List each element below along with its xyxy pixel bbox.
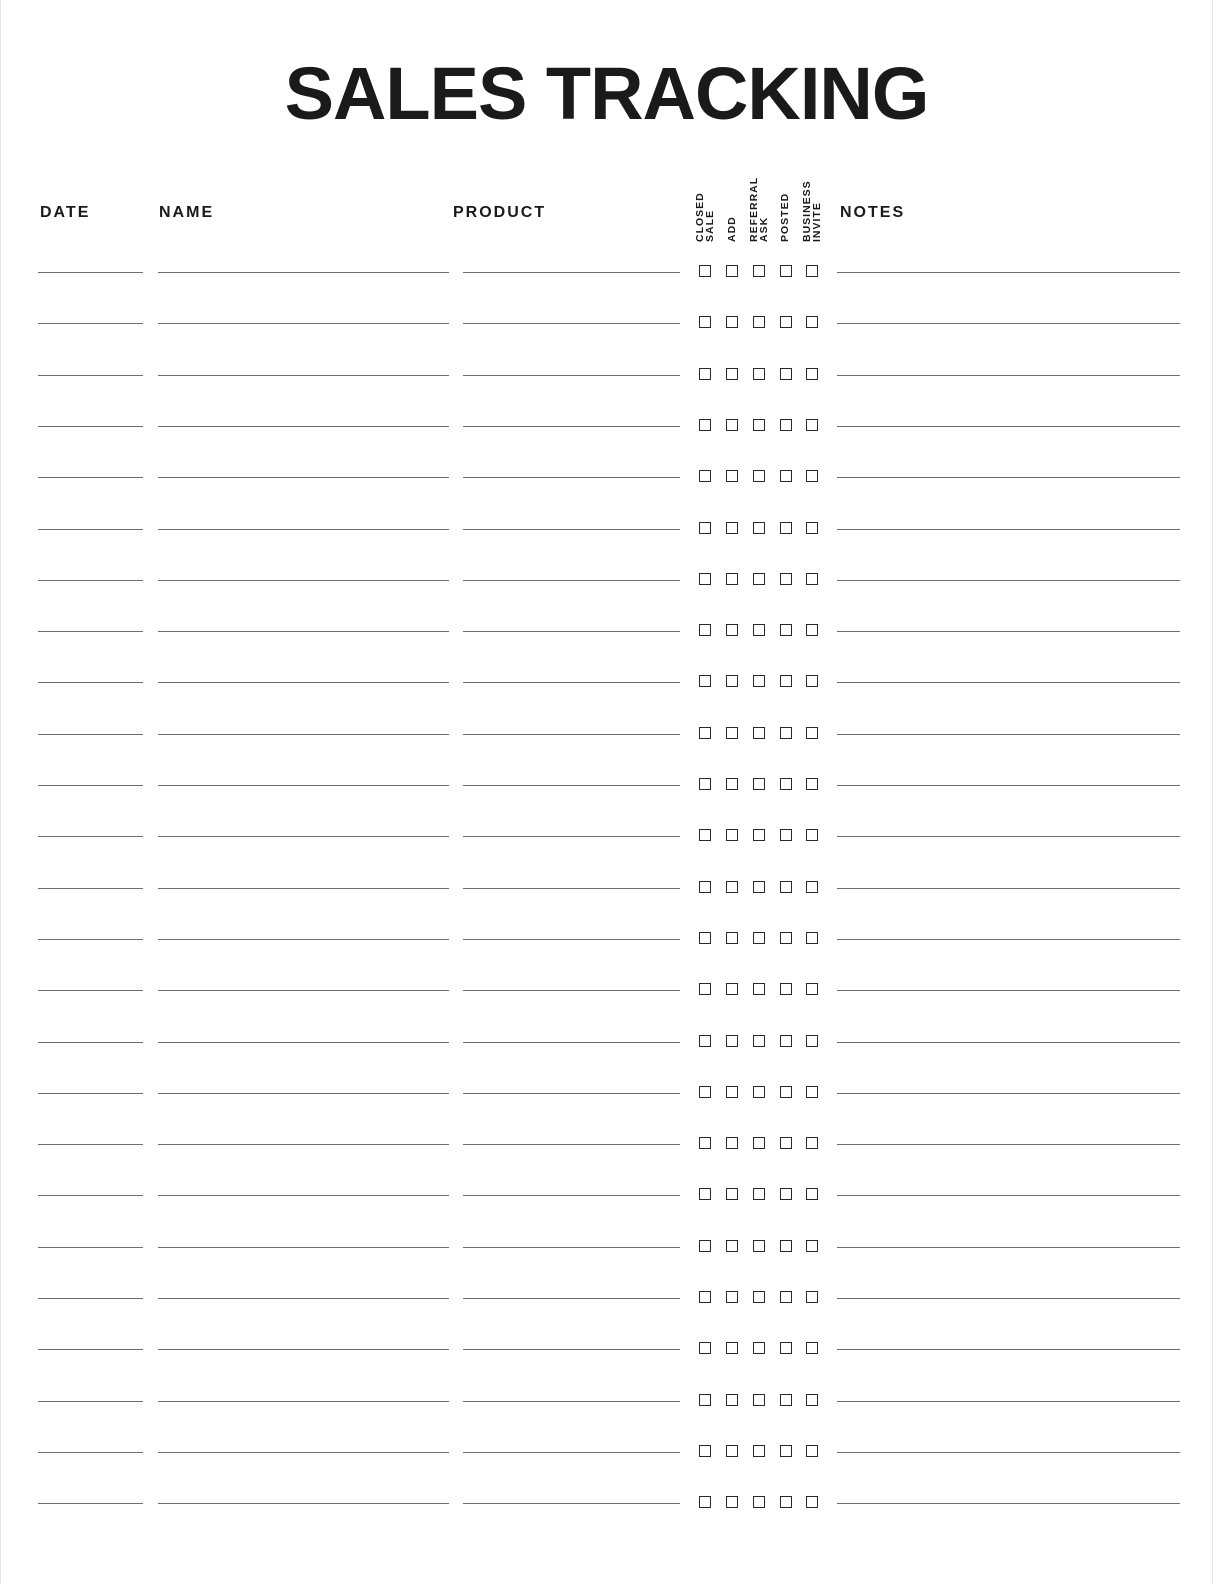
- business-invite-checkbox[interactable]: [806, 829, 818, 841]
- header-line: CLOSED: [694, 192, 706, 242]
- name-line[interactable]: [158, 477, 449, 478]
- referral-ask-checkbox[interactable]: [753, 368, 765, 380]
- product-line[interactable]: [463, 477, 680, 478]
- business-invite-checkbox[interactable]: [806, 778, 818, 790]
- name-line[interactable]: [158, 1144, 449, 1145]
- business-invite-checkbox[interactable]: [806, 368, 818, 380]
- notes-line[interactable]: [837, 426, 1180, 427]
- product-line[interactable]: [463, 375, 680, 376]
- name-line[interactable]: [158, 323, 449, 324]
- name-line[interactable]: [158, 1349, 449, 1350]
- referral-ask-checkbox[interactable]: [753, 829, 765, 841]
- notes-line[interactable]: [837, 734, 1180, 735]
- posted-checkbox[interactable]: [780, 881, 792, 893]
- date-line[interactable]: [38, 1144, 143, 1145]
- name-line[interactable]: [158, 990, 449, 991]
- product-line[interactable]: [463, 631, 680, 632]
- column-header-closed-sale: [693, 170, 717, 242]
- name-line[interactable]: [158, 529, 449, 530]
- referral-ask-checkbox[interactable]: [753, 881, 765, 893]
- product-line[interactable]: [463, 1195, 680, 1196]
- closed-sale-checkbox[interactable]: [699, 419, 711, 431]
- name-line[interactable]: [158, 939, 449, 940]
- notes-line[interactable]: [837, 785, 1180, 786]
- name-line[interactable]: [158, 272, 449, 273]
- business-invite-checkbox[interactable]: [806, 1086, 818, 1098]
- table-row: [0, 1423, 1213, 1453]
- column-header-notes: NOTES: [840, 204, 906, 221]
- notes-line[interactable]: [837, 939, 1180, 940]
- referral-ask-checkbox[interactable]: [753, 573, 765, 585]
- table-row: [0, 1064, 1213, 1094]
- referral-ask-checkbox[interactable]: [753, 1291, 765, 1303]
- notes-line[interactable]: [837, 323, 1180, 324]
- referral-ask-checkbox[interactable]: [753, 316, 765, 328]
- table-row: [0, 1218, 1213, 1248]
- closed-sale-checkbox[interactable]: [699, 1137, 711, 1149]
- table-row: [0, 397, 1213, 427]
- name-line[interactable]: [158, 1093, 449, 1094]
- date-line[interactable]: [38, 1093, 143, 1094]
- add-checkbox[interactable]: [726, 522, 738, 534]
- table-row: [0, 1474, 1213, 1504]
- add-checkbox[interactable]: [726, 675, 738, 687]
- name-line[interactable]: [158, 836, 449, 837]
- notes-line[interactable]: [837, 529, 1180, 530]
- business-invite-checkbox[interactable]: [806, 419, 818, 431]
- posted-checkbox[interactable]: [780, 829, 792, 841]
- add-checkbox[interactable]: [726, 1137, 738, 1149]
- product-line[interactable]: [463, 939, 680, 940]
- date-line[interactable]: [38, 939, 143, 940]
- column-header-add: [720, 170, 744, 242]
- posted-checkbox[interactable]: [780, 1137, 792, 1149]
- business-invite-checkbox[interactable]: [806, 1445, 818, 1457]
- closed-sale-checkbox[interactable]: [699, 624, 711, 636]
- posted-checkbox[interactable]: [780, 316, 792, 328]
- closed-sale-checkbox[interactable]: [699, 470, 711, 482]
- posted-checkbox[interactable]: [780, 1394, 792, 1406]
- closed-sale-checkbox[interactable]: [699, 368, 711, 380]
- date-line[interactable]: [38, 1298, 143, 1299]
- notes-line[interactable]: [837, 1144, 1180, 1145]
- posted-checkbox[interactable]: [780, 1086, 792, 1098]
- referral-ask-checkbox[interactable]: [753, 419, 765, 431]
- business-invite-checkbox[interactable]: [806, 522, 818, 534]
- notes-line[interactable]: [837, 1349, 1180, 1350]
- product-line[interactable]: [463, 1298, 680, 1299]
- header-line: REFERRAL: [748, 176, 760, 242]
- closed-sale-checkbox[interactable]: [699, 1240, 711, 1252]
- product-line[interactable]: [463, 785, 680, 786]
- closed-sale-checkbox[interactable]: [699, 1445, 711, 1457]
- add-checkbox[interactable]: [726, 316, 738, 328]
- name-line[interactable]: [158, 682, 449, 683]
- referral-ask-checkbox[interactable]: [753, 778, 765, 790]
- referral-ask-checkbox[interactable]: [753, 1394, 765, 1406]
- name-line[interactable]: [158, 631, 449, 632]
- closed-sale-checkbox[interactable]: [699, 932, 711, 944]
- posted-checkbox[interactable]: [780, 675, 792, 687]
- product-line[interactable]: [463, 990, 680, 991]
- add-checkbox[interactable]: [726, 983, 738, 995]
- notes-line[interactable]: [837, 888, 1180, 889]
- posted-checkbox[interactable]: [780, 727, 792, 739]
- notes-line[interactable]: [837, 631, 1180, 632]
- posted-checkbox[interactable]: [780, 1342, 792, 1354]
- add-checkbox[interactable]: [726, 829, 738, 841]
- posted-checkbox[interactable]: [780, 368, 792, 380]
- name-line[interactable]: [158, 1503, 449, 1504]
- business-invite-checkbox[interactable]: [806, 265, 818, 277]
- date-line[interactable]: [38, 990, 143, 991]
- business-invite-checkbox[interactable]: [806, 573, 818, 585]
- notes-line[interactable]: [837, 1401, 1180, 1402]
- posted-checkbox[interactable]: [780, 419, 792, 431]
- notes-line[interactable]: [837, 1042, 1180, 1043]
- table-row: [0, 243, 1213, 273]
- referral-ask-checkbox[interactable]: [753, 265, 765, 277]
- name-line[interactable]: [158, 1195, 449, 1196]
- name-line[interactable]: [158, 785, 449, 786]
- product-line[interactable]: [463, 888, 680, 889]
- date-line[interactable]: [38, 1401, 143, 1402]
- product-line[interactable]: [463, 1042, 680, 1043]
- closed-sale-checkbox[interactable]: [699, 1496, 711, 1508]
- name-line[interactable]: [158, 580, 449, 581]
- posted-checkbox[interactable]: [780, 522, 792, 534]
- add-checkbox[interactable]: [726, 368, 738, 380]
- date-line[interactable]: [38, 785, 143, 786]
- product-line[interactable]: [463, 426, 680, 427]
- table-row: [0, 448, 1213, 478]
- notes-line[interactable]: [837, 1503, 1180, 1504]
- referral-ask-checkbox[interactable]: [753, 1445, 765, 1457]
- notes-line[interactable]: [837, 836, 1180, 837]
- business-invite-checkbox[interactable]: [806, 316, 818, 328]
- posted-checkbox[interactable]: [780, 1291, 792, 1303]
- business-invite-checkbox[interactable]: [806, 983, 818, 995]
- notes-line[interactable]: [837, 375, 1180, 376]
- notes-line[interactable]: [837, 477, 1180, 478]
- header-line: SALE: [704, 209, 716, 242]
- referral-ask-checkbox[interactable]: [753, 1035, 765, 1047]
- notes-line[interactable]: [837, 1195, 1180, 1196]
- name-line[interactable]: [158, 375, 449, 376]
- date-line[interactable]: [38, 529, 143, 530]
- product-line[interactable]: [463, 1144, 680, 1145]
- column-header-business-invite: [800, 170, 824, 242]
- posted-checkbox[interactable]: [780, 778, 792, 790]
- add-checkbox[interactable]: [726, 624, 738, 636]
- referral-ask-checkbox[interactable]: [753, 1342, 765, 1354]
- date-line[interactable]: [38, 580, 143, 581]
- posted-checkbox[interactable]: [780, 1240, 792, 1252]
- closed-sale-checkbox[interactable]: [699, 829, 711, 841]
- table-row: [0, 1115, 1213, 1145]
- referral-ask-checkbox[interactable]: [753, 1240, 765, 1252]
- table-row: [0, 961, 1213, 991]
- referral-ask-checkbox[interactable]: [753, 932, 765, 944]
- closed-sale-checkbox[interactable]: [699, 1291, 711, 1303]
- closed-sale-checkbox[interactable]: [699, 1035, 711, 1047]
- date-line[interactable]: [38, 1503, 143, 1504]
- name-line[interactable]: [158, 1042, 449, 1043]
- business-invite-checkbox[interactable]: [806, 1240, 818, 1252]
- header-line: ASK: [758, 216, 770, 242]
- date-line[interactable]: [38, 426, 143, 427]
- date-line[interactable]: [38, 1195, 143, 1196]
- table-row: [0, 1320, 1213, 1350]
- closed-sale-checkbox[interactable]: [699, 778, 711, 790]
- product-line[interactable]: [463, 682, 680, 683]
- column-header-date: DATE: [40, 204, 91, 221]
- notes-line[interactable]: [837, 1093, 1180, 1094]
- posted-checkbox[interactable]: [780, 1035, 792, 1047]
- closed-sale-checkbox[interactable]: [699, 1188, 711, 1200]
- product-line[interactable]: [463, 1401, 680, 1402]
- product-line[interactable]: [463, 1452, 680, 1453]
- notes-line[interactable]: [837, 990, 1180, 991]
- name-line[interactable]: [158, 1401, 449, 1402]
- notes-line[interactable]: [837, 1247, 1180, 1248]
- product-line[interactable]: [463, 1349, 680, 1350]
- add-checkbox[interactable]: [726, 419, 738, 431]
- table-row: [0, 346, 1213, 376]
- table-row: [0, 1372, 1213, 1402]
- date-line[interactable]: [38, 682, 143, 683]
- add-checkbox[interactable]: [726, 1035, 738, 1047]
- header-line: INVITE: [811, 202, 823, 242]
- product-line[interactable]: [463, 1247, 680, 1248]
- add-checkbox[interactable]: [726, 1342, 738, 1354]
- business-invite-checkbox[interactable]: [806, 675, 818, 687]
- closed-sale-checkbox[interactable]: [699, 316, 711, 328]
- column-header-posted: [773, 170, 797, 242]
- product-line[interactable]: [463, 580, 680, 581]
- name-line[interactable]: [158, 1247, 449, 1248]
- posted-checkbox[interactable]: [780, 1188, 792, 1200]
- business-invite-checkbox[interactable]: [806, 881, 818, 893]
- table-row: [0, 1269, 1213, 1299]
- product-line[interactable]: [463, 1503, 680, 1504]
- date-line[interactable]: [38, 1349, 143, 1350]
- business-invite-checkbox[interactable]: [806, 1496, 818, 1508]
- closed-sale-checkbox[interactable]: [699, 983, 711, 995]
- date-line[interactable]: [38, 375, 143, 376]
- business-invite-checkbox[interactable]: [806, 727, 818, 739]
- date-line[interactable]: [38, 1042, 143, 1043]
- add-checkbox[interactable]: [726, 1188, 738, 1200]
- notes-line[interactable]: [837, 1298, 1180, 1299]
- date-line[interactable]: [38, 272, 143, 273]
- product-line[interactable]: [463, 836, 680, 837]
- date-line[interactable]: [38, 836, 143, 837]
- name-line[interactable]: [158, 1452, 449, 1453]
- add-checkbox[interactable]: [726, 470, 738, 482]
- date-line[interactable]: [38, 477, 143, 478]
- posted-checkbox[interactable]: [780, 573, 792, 585]
- referral-ask-checkbox[interactable]: [753, 624, 765, 636]
- date-line[interactable]: [38, 323, 143, 324]
- posted-checkbox[interactable]: [780, 470, 792, 482]
- add-checkbox[interactable]: [726, 1445, 738, 1457]
- referral-ask-checkbox[interactable]: [753, 1496, 765, 1508]
- product-line[interactable]: [463, 1093, 680, 1094]
- referral-ask-checkbox[interactable]: [753, 1086, 765, 1098]
- posted-checkbox[interactable]: [780, 265, 792, 277]
- product-line[interactable]: [463, 323, 680, 324]
- column-header-referral-ask: [747, 170, 771, 242]
- product-line[interactable]: [463, 529, 680, 530]
- closed-sale-checkbox[interactable]: [699, 573, 711, 585]
- name-line[interactable]: [158, 1298, 449, 1299]
- add-checkbox[interactable]: [726, 1086, 738, 1098]
- add-checkbox[interactable]: [726, 778, 738, 790]
- posted-checkbox[interactable]: [780, 983, 792, 995]
- notes-line[interactable]: [837, 682, 1180, 683]
- table-row: [0, 705, 1213, 735]
- referral-ask-checkbox[interactable]: [753, 1188, 765, 1200]
- business-invite-checkbox[interactable]: [806, 1291, 818, 1303]
- table-row: [0, 500, 1213, 530]
- notes-line[interactable]: [837, 1452, 1180, 1453]
- closed-sale-checkbox[interactable]: [699, 265, 711, 277]
- table-row: [0, 602, 1213, 632]
- posted-checkbox[interactable]: [780, 1496, 792, 1508]
- closed-sale-checkbox[interactable]: [699, 1086, 711, 1098]
- add-checkbox[interactable]: [726, 573, 738, 585]
- date-line[interactable]: [38, 734, 143, 735]
- business-invite-checkbox[interactable]: [806, 1035, 818, 1047]
- table-row: [0, 859, 1213, 889]
- page-title: SALES TRACKING: [284, 52, 929, 135]
- posted-checkbox[interactable]: [780, 932, 792, 944]
- referral-ask-checkbox[interactable]: [753, 675, 765, 687]
- notes-line[interactable]: [837, 580, 1180, 581]
- column-header-product: PRODUCT: [453, 204, 547, 221]
- referral-ask-checkbox[interactable]: [753, 522, 765, 534]
- add-checkbox[interactable]: [726, 932, 738, 944]
- date-line[interactable]: [38, 888, 143, 889]
- posted-checkbox[interactable]: [780, 624, 792, 636]
- header-line: POSTED: [779, 192, 791, 242]
- column-header-name: NAME: [159, 204, 215, 221]
- name-line[interactable]: [158, 426, 449, 427]
- add-checkbox[interactable]: [726, 1394, 738, 1406]
- referral-ask-checkbox[interactable]: [753, 470, 765, 482]
- add-checkbox[interactable]: [726, 1291, 738, 1303]
- add-checkbox[interactable]: [726, 1496, 738, 1508]
- closed-sale-checkbox[interactable]: [699, 881, 711, 893]
- table-row: [0, 910, 1213, 940]
- add-checkbox[interactable]: [726, 727, 738, 739]
- table-row: [0, 294, 1213, 324]
- closed-sale-checkbox[interactable]: [699, 727, 711, 739]
- name-line[interactable]: [158, 888, 449, 889]
- referral-ask-checkbox[interactable]: [753, 727, 765, 739]
- table-row: [0, 653, 1213, 683]
- referral-ask-checkbox[interactable]: [753, 983, 765, 995]
- product-line[interactable]: [463, 734, 680, 735]
- table-row: [0, 756, 1213, 786]
- business-invite-checkbox[interactable]: [806, 932, 818, 944]
- table-row: [0, 1013, 1213, 1043]
- add-checkbox[interactable]: [726, 881, 738, 893]
- business-invite-checkbox[interactable]: [806, 1137, 818, 1149]
- business-invite-checkbox[interactable]: [806, 1188, 818, 1200]
- header-line: BUSINESS: [801, 180, 813, 242]
- posted-checkbox[interactable]: [780, 1445, 792, 1457]
- business-invite-checkbox[interactable]: [806, 1394, 818, 1406]
- closed-sale-checkbox[interactable]: [699, 1394, 711, 1406]
- add-checkbox[interactable]: [726, 265, 738, 277]
- business-invite-checkbox[interactable]: [806, 1342, 818, 1354]
- referral-ask-checkbox[interactable]: [753, 1137, 765, 1149]
- table-row: [0, 1166, 1213, 1196]
- table-row: [0, 807, 1213, 837]
- notes-line[interactable]: [837, 272, 1180, 273]
- closed-sale-checkbox[interactable]: [699, 522, 711, 534]
- business-invite-checkbox[interactable]: [806, 624, 818, 636]
- closed-sale-checkbox[interactable]: [699, 675, 711, 687]
- business-invite-checkbox[interactable]: [806, 470, 818, 482]
- date-line[interactable]: [38, 1452, 143, 1453]
- add-checkbox[interactable]: [726, 1240, 738, 1252]
- closed-sale-checkbox[interactable]: [699, 1342, 711, 1354]
- name-line[interactable]: [158, 734, 449, 735]
- product-line[interactable]: [463, 272, 680, 273]
- date-line[interactable]: [38, 631, 143, 632]
- date-line[interactable]: [38, 1247, 143, 1248]
- header-line: ADD: [726, 216, 738, 242]
- table-row: [0, 551, 1213, 581]
